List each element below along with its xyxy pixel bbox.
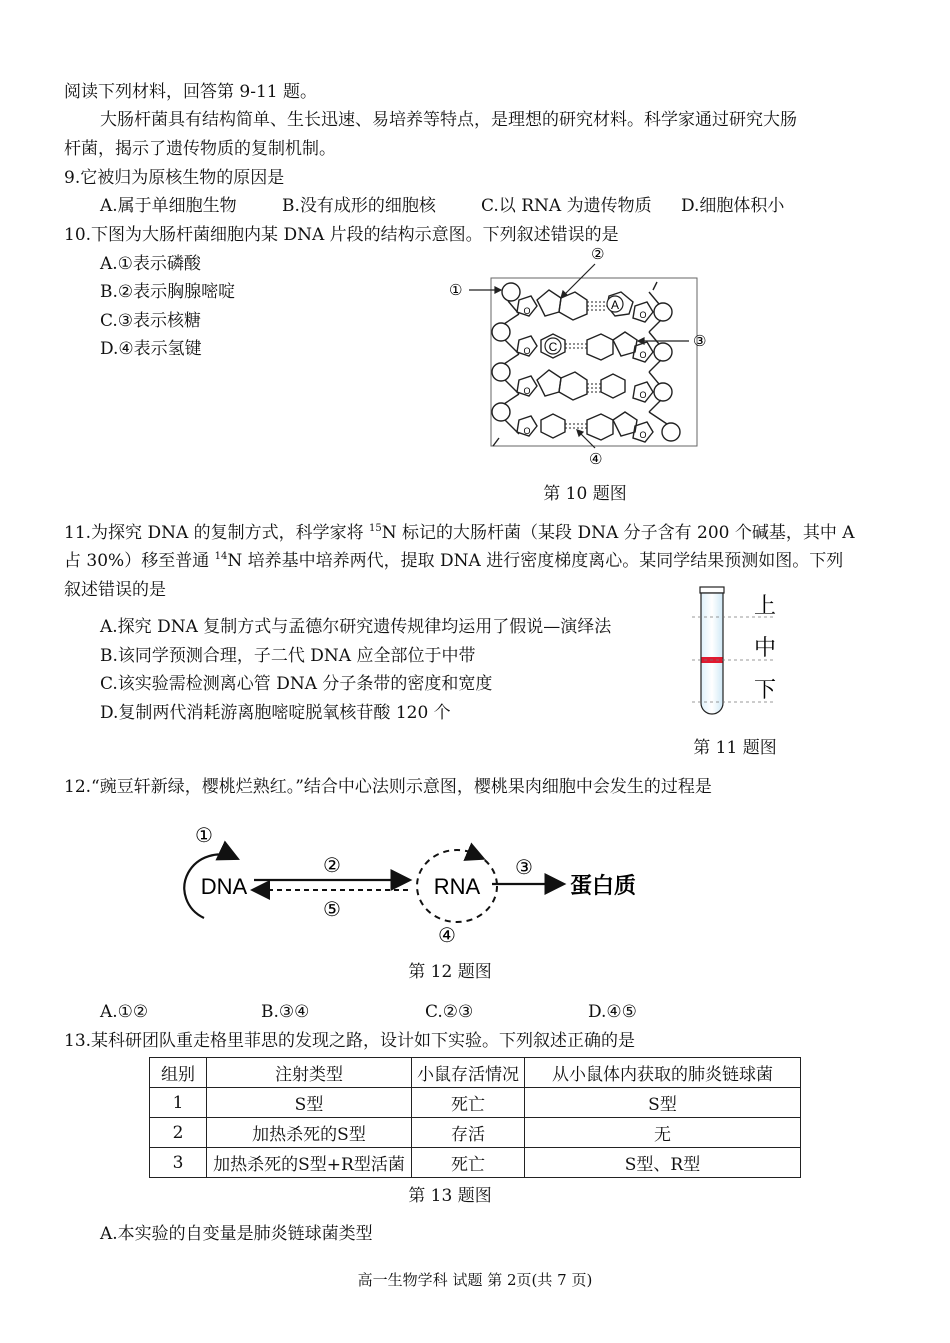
oxygen-label: O	[523, 306, 531, 316]
dna-structure-figure	[445, 240, 725, 470]
table-header: 小鼠存活情况	[412, 1058, 525, 1088]
q9-stem: 9.它被归为原核生物的原因是	[64, 168, 285, 188]
dogma-label-4: ④	[438, 923, 456, 947]
table-header: 组别	[150, 1058, 207, 1088]
centrifuge-tube-figure	[690, 585, 790, 725]
oxygen-label: O	[523, 426, 531, 436]
base-label-a: A	[610, 298, 620, 312]
tube-label-middle: 中	[754, 636, 777, 661]
q12-option-a: A.①②	[100, 1002, 149, 1022]
q12-option-d: D.④⑤	[588, 1002, 637, 1022]
table-row	[150, 1118, 801, 1148]
q10-option-d: D.④表示氢键	[100, 339, 202, 359]
table-header: 注射类型	[207, 1058, 412, 1088]
q13-stem: 13.某科研团队重走格里菲思的发现之路，设计如下实验。下列叙述正确的是	[64, 1031, 636, 1051]
oxygen-label: O	[639, 310, 647, 320]
q12-caption: 第 12 题图	[408, 962, 492, 982]
dogma-label-5: ⑤	[323, 897, 341, 921]
table-cell: 存活	[412, 1118, 525, 1148]
tube-label-top: 上	[754, 594, 777, 619]
node-protein: 蛋白质	[570, 874, 637, 899]
oxygen-label: O	[639, 430, 647, 440]
dogma-label-2: ②	[323, 853, 341, 877]
q13-caption: 第 13 题图	[408, 1186, 492, 1206]
table-cell: 死亡	[412, 1088, 525, 1118]
oxygen-label: O	[523, 346, 531, 356]
table-cell: 死亡	[412, 1148, 525, 1178]
label-1: ①	[449, 281, 463, 299]
q9-option-d: D.细胞体积小	[681, 196, 785, 216]
central-dogma-figure	[170, 818, 670, 953]
table-header: 从小鼠体内获取的肺炎链球菌	[525, 1058, 801, 1088]
q11-option-c: C.该实验需检测离心管 DNA 分子条带的密度和宽度	[100, 674, 493, 694]
table-cell: S型、R型	[525, 1148, 801, 1178]
material-line-2: 杆菌，揭示了遗传物质的复制机制。	[64, 139, 336, 159]
node-dna: DNA	[200, 874, 248, 899]
q10-option-b: B.②表示胸腺嘧啶	[100, 282, 236, 302]
material-line-1: 大肠杆菌具有结构简单、生长迅速、易培养等特点，是理想的研究材料。科学家通过研究大肠	[100, 110, 797, 130]
q12-stem: 12.“豌豆轩新绿，樱桃烂熟红。”结合中心法则示意图，樱桃果肉细胞中会发生的过程是	[64, 777, 712, 797]
q10-stem: 10.下图为大肠杆菌细胞内某 DNA 片段的结构示意图。下列叙述错误的是	[64, 225, 619, 245]
table-cell: 无	[525, 1118, 801, 1148]
q9-option-b: B.没有成形的细胞核	[282, 196, 436, 216]
q13-option-a: A.本实验的自变量是肺炎链球菌类型	[100, 1224, 373, 1244]
table-row	[150, 1088, 801, 1118]
label-2: ②	[591, 245, 605, 263]
table-header-row	[150, 1058, 801, 1088]
intro-text: 阅读下列材料，回答第 9-11 题。	[64, 82, 317, 102]
base-label-c: C	[548, 340, 558, 354]
table-cell: 2	[150, 1118, 207, 1148]
node-rna: RNA	[433, 874, 481, 899]
label-3: ③	[693, 332, 707, 350]
tube-label-bottom: 下	[754, 678, 777, 703]
oxygen-label: O	[639, 390, 647, 400]
oxygen-label: O	[639, 350, 647, 360]
q12-option-c: C.②③	[425, 1002, 474, 1022]
table-cell: 加热杀死的S型	[207, 1118, 412, 1148]
table-cell: S型	[207, 1088, 412, 1118]
page-footer: 高一生物学科 试题 第 2页(共 7 页)	[357, 1271, 593, 1289]
table-cell: S型	[525, 1088, 801, 1118]
table-cell: 加热杀死的S型+R型活菌	[207, 1148, 412, 1178]
q11-stem-line-3: 叙述错误的是	[64, 580, 166, 600]
q10-caption: 第 10 题图	[543, 484, 627, 504]
dogma-label-1: ①	[195, 823, 213, 847]
q11-option-d: D.复制两代消耗游离胞嘧啶脱氧核苷酸 120 个	[100, 703, 451, 723]
oxygen-label: O	[523, 386, 531, 396]
table-row	[150, 1148, 801, 1178]
q12-option-b: B.③④	[261, 1002, 310, 1022]
q11-option-b: B.该同学预测合理，子二代 DNA 应全部位于中带	[100, 646, 476, 666]
q11-option-a: A.探究 DNA 复制方式与孟德尔研究遗传规律均运用了假说—演绎法	[100, 617, 612, 637]
q9-option-c: C.以 RNA 为遗传物质	[481, 196, 652, 216]
experiment-table	[149, 1057, 801, 1178]
label-4: ④	[589, 450, 603, 468]
q11-caption: 第 11 题图	[693, 738, 777, 758]
dogma-label-3: ③	[515, 855, 533, 879]
q11-stem-line-2: 占 30%）移至普通 $^{14}$N 培养基中培养两代，提取 DNA 进行密度梯度离心。某同学结果预测如图。下列	[64, 551, 844, 571]
q10-option-a: A.①表示磷酸	[100, 254, 201, 274]
table-cell: 1	[150, 1088, 207, 1118]
q9-option-a: A.属于单细胞生物	[100, 196, 237, 216]
table-cell: 3	[150, 1148, 207, 1178]
q10-option-c: C.③表示核糖	[100, 311, 202, 331]
q11-stem-line-1: 11.为探究 DNA 的复制方式，科学家将 $^{15}$N 标记的大肠杆菌（某段 DNA 分子含有 200 个碱基，其中 A	[64, 523, 855, 543]
